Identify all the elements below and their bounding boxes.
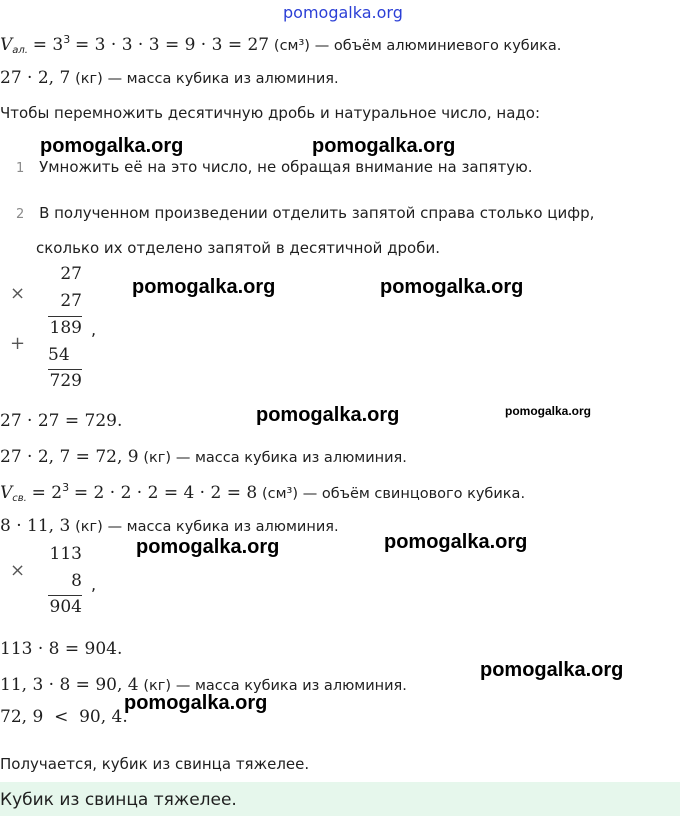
comma: , xyxy=(91,575,97,594)
step-number: 1 xyxy=(16,161,25,176)
factor-b: 8 xyxy=(71,571,82,591)
description: — масса кубика из алюминия. xyxy=(175,678,407,694)
math-part-b: = 2 · 2 · 2 = 4 · 2 = 8 xyxy=(73,483,258,503)
unit: (см³) xyxy=(261,486,298,502)
answer-text: Кубик из свинца тяжелее. xyxy=(0,790,237,810)
math: 27 · 2, 7 = 72, 9 xyxy=(0,447,139,467)
mass-aluminium-line xyxy=(0,68,339,88)
watermark: pomogalka.org xyxy=(380,276,524,298)
product: 729 xyxy=(49,371,82,391)
unit: (кг) xyxy=(75,519,103,535)
unit: (см³) xyxy=(273,38,310,54)
product-line: 113 · 8 = 904. xyxy=(0,639,123,659)
watermark: pomogalka.org xyxy=(132,276,276,298)
partial-1: 189 xyxy=(49,318,82,338)
math: 8 · 11, 3 xyxy=(0,516,71,536)
volume-var: V xyxy=(0,483,13,503)
times-sign: × xyxy=(10,283,26,304)
answer-box xyxy=(0,782,680,816)
watermark: pomogalka.org xyxy=(384,531,528,553)
step-2 xyxy=(16,204,594,222)
description: — объём свинцового кубика. xyxy=(302,486,526,502)
rule-line xyxy=(48,369,82,370)
description: — объём алюминиевого кубика. xyxy=(314,38,562,54)
math-part-a: = 2 xyxy=(31,483,63,503)
unit: (кг) xyxy=(143,678,172,694)
conclusion: Получается, кубик из свинца тяжелее. xyxy=(0,755,310,773)
watermark: pomogalka.org xyxy=(124,692,268,714)
exponent: 3 xyxy=(62,481,70,494)
times-sign: × xyxy=(10,560,26,581)
math-part-a: = 3 xyxy=(32,35,64,55)
factor-b: 27 xyxy=(60,291,82,311)
partial-2: 54 xyxy=(48,345,70,365)
step-1 xyxy=(16,158,532,176)
unit: (кг) xyxy=(143,450,172,466)
mass-lead-line xyxy=(0,516,339,536)
watermark-small: pomogalka.org xyxy=(505,404,592,418)
watermark: pomogalka.org xyxy=(256,404,400,426)
volume-lead-line xyxy=(0,481,525,504)
description: — масса кубика из алюминия. xyxy=(107,519,339,535)
description: — масса кубика из алюминия. xyxy=(107,71,339,87)
step-text: В полученном произведении отделить запятой справа столько цифр, xyxy=(39,204,595,222)
volume-sub: св. xyxy=(12,493,27,504)
exponent: 3 xyxy=(63,33,71,46)
description: — масса кубика из алюминия. xyxy=(175,450,407,466)
watermark: pomogalka.org xyxy=(312,135,456,157)
math: 27 · 2, 7 xyxy=(0,68,71,88)
watermark: pomogalka.org xyxy=(480,659,624,681)
factor-a: 27 xyxy=(60,264,82,284)
comparison-line: 72, 9 < 90, 4. xyxy=(0,707,128,727)
unit: (кг) xyxy=(75,71,103,87)
step-2-continuation: сколько их отделено запятой в десятичной дроби. xyxy=(36,239,440,257)
volume-sub: ал. xyxy=(12,45,28,56)
math: 11, 3 · 8 = 90, 4 xyxy=(0,675,139,695)
rule-line xyxy=(48,595,82,596)
comma: , xyxy=(91,320,97,339)
product-line: 27 · 27 = 729. xyxy=(0,411,123,431)
rule-line xyxy=(48,316,82,317)
step-text: Умножить её на это число, не обращая внимание на запятую. xyxy=(39,158,533,176)
plus-sign: + xyxy=(10,333,26,354)
watermark-top: pomogalka.org xyxy=(283,3,403,22)
factor-a: 113 xyxy=(49,544,82,564)
rule-intro: Чтобы перемножить десятичную дробь и натуральное число, надо: xyxy=(0,104,540,122)
watermark: pomogalka.org xyxy=(136,536,280,558)
product: 904 xyxy=(49,597,82,617)
math-part-b: = 3 · 3 · 3 = 9 · 3 = 27 xyxy=(75,35,270,55)
mass-aluminium-result xyxy=(0,447,407,467)
volume-aluminium-line xyxy=(0,33,561,56)
volume-var: V xyxy=(0,35,13,55)
watermark: pomogalka.org xyxy=(40,135,184,157)
step-number: 2 xyxy=(16,207,25,222)
